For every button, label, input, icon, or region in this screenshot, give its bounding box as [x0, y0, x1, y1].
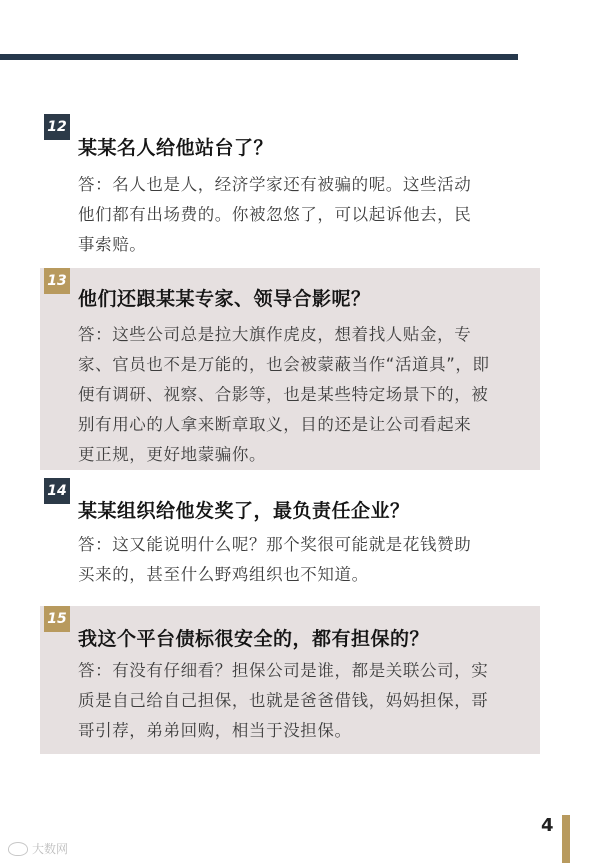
answer-line: 答：这些公司总是拉大旗作虎皮，想着找人贴金，专	[78, 325, 472, 344]
number-badge-15: 15	[44, 606, 70, 632]
answer-line: 事索赔。	[78, 235, 147, 254]
watermark	[8, 840, 68, 857]
answer-line: 答：有没有仔细看？担保公司是谁，都是关联公司，实	[78, 661, 489, 680]
answer-line: 哥引荐，弟弟回购，相当于没担保。	[78, 721, 352, 740]
watermark-logo-icon	[8, 842, 28, 856]
answer-line: 别有用心的人拿来断章取义，目的还是让公司看起来	[78, 415, 472, 434]
question-14: 某某组织给他发奖了，最负责任企业？	[78, 500, 410, 522]
answer-line: 买来的，甚至什么野鸡组织也不知道。	[78, 565, 369, 584]
number-badge-13: 13	[44, 268, 70, 294]
answer-line: 质是自己给自己担保，也就是爸爸借钱，妈妈担保，哥	[78, 691, 489, 710]
answer-13	[78, 320, 536, 470]
number-badge-14: 14	[44, 478, 70, 504]
answer-line: 答：这又能说明什么呢？那个奖很可能就是花钱赞助	[78, 535, 472, 554]
number-badge-12: 12	[44, 114, 70, 140]
question-12: 某某名人给他站台了？	[78, 137, 274, 159]
page-accent-bar	[562, 815, 570, 863]
answer-line: 答：名人也是人，经济学家还有被骗的呢。这些活动	[78, 175, 472, 194]
answer-15	[78, 656, 536, 746]
page-number: 4	[541, 815, 554, 836]
answer-line: 家、官员也不是万能的，也会被蒙蔽当作“活道具”，即	[78, 355, 490, 374]
answer-14	[78, 530, 536, 590]
question-15: 我这个平台债标很安全的，都有担保的？	[78, 628, 430, 650]
top-accent-bar	[0, 54, 518, 60]
answer-line: 更正规，更好地蒙骗你。	[78, 445, 267, 464]
answer-12	[78, 170, 536, 260]
answer-line: 便有调研、视察、合影等，也是某些特定场景下的，被	[78, 385, 489, 404]
watermark-text: 大数网	[32, 842, 69, 856]
answer-line: 他们都有出场费的。你被忽悠了，可以起诉他去，民	[78, 205, 472, 224]
question-13: 他们还跟某某专家、领导合影呢？	[78, 288, 371, 310]
